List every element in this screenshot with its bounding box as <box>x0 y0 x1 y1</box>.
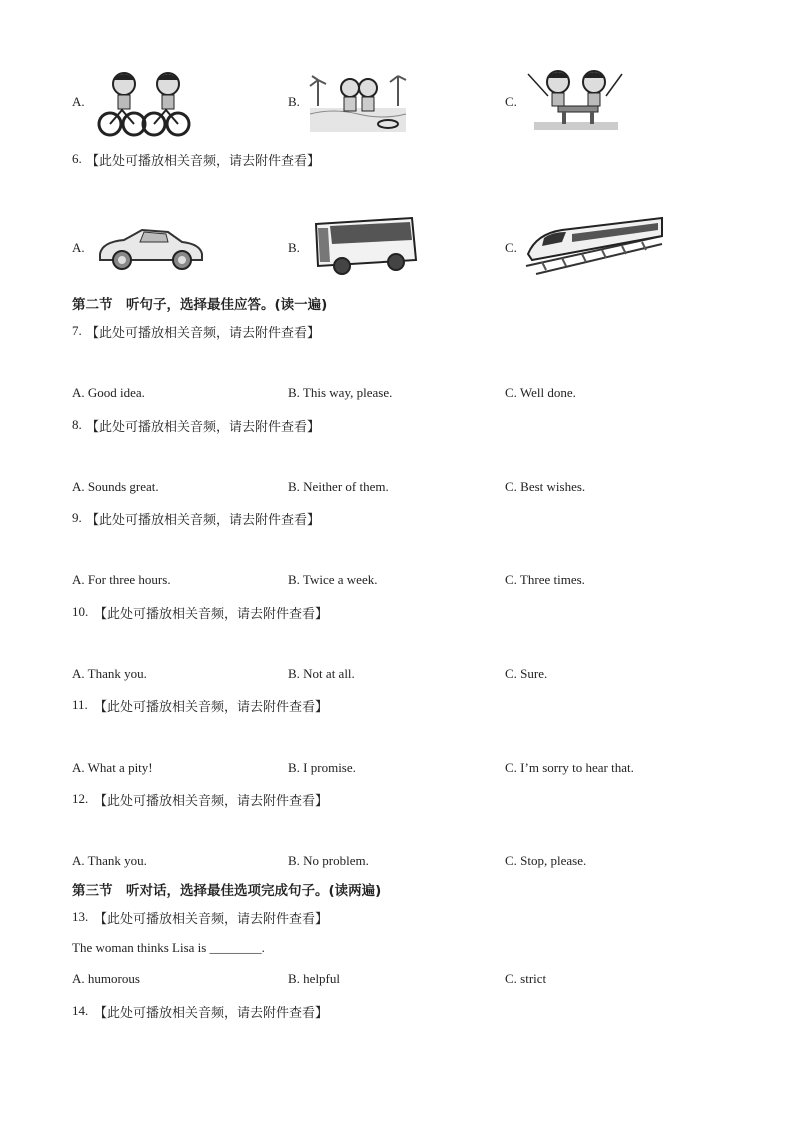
q13-option-b: B. helpful <box>288 971 340 986</box>
q11-option-b: B. I promise. <box>288 760 356 775</box>
q11-option-c: C. I’m sorry to hear that. <box>505 760 634 775</box>
car-image <box>94 218 206 274</box>
fishing-kids-image <box>524 66 624 132</box>
q6-option-a-label: A. <box>72 240 85 255</box>
q5-option-c-label: C. <box>505 94 517 109</box>
q7-audio-note: 【此处可播放相关音频，请去附件查看】 <box>86 326 321 341</box>
q8-audio-note: 【此处可播放相关音频，请去附件查看】 <box>86 420 321 435</box>
q10-number: 10. <box>72 604 89 619</box>
q14-number: 14. <box>72 1003 89 1018</box>
q10-option-a: A. Thank you. <box>72 666 147 681</box>
q13-number: 13. <box>72 909 89 924</box>
q5-option-b-label: B. <box>288 94 300 109</box>
q8-number: 8. <box>72 417 82 432</box>
train-image <box>522 214 664 276</box>
q7-option-a: A. Good idea. <box>72 385 145 400</box>
q13-audio-note: 【此处可播放相关音频，请去附件查看】 <box>94 912 329 927</box>
q9-option-b: B. Twice a week. <box>288 572 378 587</box>
q7-option-c: C. Well done. <box>505 385 576 400</box>
q12-option-a: A. Thank you. <box>72 853 147 868</box>
q5-option-a-label: A. <box>72 94 85 109</box>
cycling-kids-image <box>96 66 192 138</box>
q11-audio-note: 【此处可播放相关音频，请去附件查看】 <box>94 700 329 715</box>
q9-option-c: C. Three times. <box>505 572 585 587</box>
q8-option-a: A. Sounds great. <box>72 479 159 494</box>
q9-option-a: A. For three hours. <box>72 572 171 587</box>
section-2-heading: 第二节 听句子，选择最佳应答。(读一遍) <box>72 297 328 313</box>
bus-image <box>312 214 418 276</box>
q12-option-c: C. Stop, please. <box>505 853 587 868</box>
q11-number: 11. <box>72 697 88 712</box>
q6-audio-note: 【此处可播放相关音频，请去附件查看】 <box>86 154 321 169</box>
q10-option-c: C. Sure. <box>505 666 548 681</box>
q9-number: 9. <box>72 510 82 525</box>
q7-option-b: B. This way, please. <box>288 385 393 400</box>
beach-kids-image <box>308 70 408 134</box>
q8-option-c: C. Best wishes. <box>505 479 586 494</box>
q12-audio-note: 【此处可播放相关音频，请去附件查看】 <box>94 794 329 809</box>
q12-option-b: B. No problem. <box>288 853 369 868</box>
q11-option-a: A. What a pity! <box>72 760 153 775</box>
q6-option-b-label: B. <box>288 240 300 255</box>
q13-stem: The woman thinks Lisa is ________. <box>72 940 265 955</box>
q12-number: 12. <box>72 791 89 806</box>
q13-option-a: A. humorous <box>72 971 140 986</box>
q7-number: 7. <box>72 323 82 338</box>
q6-option-c-label: C. <box>505 240 517 255</box>
q8-option-b: B. Neither of them. <box>288 479 389 494</box>
section-3-heading: 第三节 听对话，选择最佳选项完成句子。(读两遍) <box>72 883 382 899</box>
q6-number: 6. <box>72 151 82 166</box>
q9-audio-note: 【此处可播放相关音频，请去附件查看】 <box>86 513 321 528</box>
q14-audio-note: 【此处可播放相关音频，请去附件查看】 <box>94 1006 329 1021</box>
q10-audio-note: 【此处可播放相关音频，请去附件查看】 <box>94 607 329 622</box>
q13-option-c: C. strict <box>505 971 547 986</box>
q10-option-b: B. Not at all. <box>288 666 355 681</box>
